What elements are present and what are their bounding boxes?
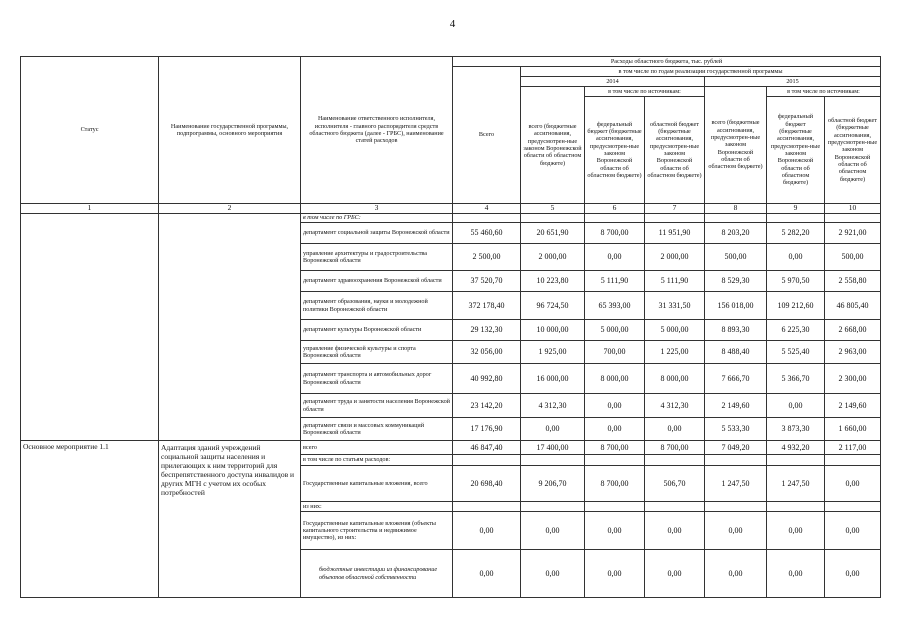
- value-cell: 0,00: [767, 550, 825, 598]
- value-cell: 4 932,20: [767, 441, 825, 455]
- value-cell: 31 331,50: [645, 292, 705, 320]
- value-cell: 0,00: [705, 550, 767, 598]
- row-label: департамент здравоохранения Воронежской области: [301, 271, 453, 292]
- value-cell: 1 925,00: [521, 341, 585, 364]
- value-cell: 8 700,00: [585, 441, 645, 455]
- value-cell: 65 393,00: [585, 292, 645, 320]
- value-cell: 5 282,20: [767, 223, 825, 244]
- value-cell: 109 212,60: [767, 292, 825, 320]
- value-cell: 32 056,00: [453, 341, 521, 364]
- value-cell: 9 206,70: [521, 466, 585, 502]
- value-cell: 2 149,60: [705, 394, 767, 418]
- value-cell: 8 700,00: [585, 223, 645, 244]
- value-cell: 0,00: [825, 550, 881, 598]
- value-cell: 8 700,00: [645, 441, 705, 455]
- row-label: департамент связи и массовых коммуникаций Воронежской области: [301, 418, 453, 441]
- value-cell: 372 178,40: [453, 292, 521, 320]
- value-cell: 8 488,40: [705, 341, 767, 364]
- row-label: всего: [301, 441, 453, 455]
- value-cell: 2 000,00: [521, 244, 585, 271]
- row-label: в том числе по статьям расходов:: [301, 455, 453, 466]
- value-cell: 0,00: [825, 466, 881, 502]
- row-label: бюджетные инвестиции из финансирование объектов областной собственности: [301, 550, 453, 598]
- value-cell: 2 300,00: [825, 364, 881, 394]
- value-cell: 0,00: [585, 244, 645, 271]
- header-total: Всего: [453, 67, 521, 204]
- header-by-years: в том числе по годам реализации государственной программы: [521, 67, 881, 77]
- value-cell: 2 149,60: [825, 394, 881, 418]
- value-cell: 5 000,00: [585, 320, 645, 341]
- value-cell: 37 520,70: [453, 271, 521, 292]
- row-label: Государственные капитальные вложения, всего: [301, 466, 453, 502]
- value-cell: 0,00: [585, 550, 645, 598]
- value-cell: 500,00: [825, 244, 881, 271]
- col-number: 1: [21, 204, 159, 214]
- value-cell: 506,70: [645, 466, 705, 502]
- value-cell: 0,00: [825, 512, 881, 550]
- row-label: департамент социальной защиты Воронежской области: [301, 223, 453, 244]
- budget-table: [20, 56, 881, 598]
- value-cell: 40 992,80: [453, 364, 521, 394]
- value-cell: 0,00: [585, 512, 645, 550]
- row-label: управление физической культуры и спорта Воронежской области: [301, 341, 453, 364]
- header-executor: Наименование ответственного исполнителя, исполнителя - главного распорядителя средств областного бюджета (далее - ГРБС), наименование статей расходов: [301, 57, 453, 204]
- value-cell: 11 951,90: [645, 223, 705, 244]
- value-cell: 2 000,00: [645, 244, 705, 271]
- header-regional-2015: областной бюджет (бюджетные ассигнования, предусмотрен-ные законом Воронежской области об областном бюджете): [825, 97, 881, 204]
- value-cell: 0,00: [453, 550, 521, 598]
- header-total-2015: всего (бюджетные ассигнования, предусмотрен-ные законом Воронежской области об областном бюджете): [705, 87, 767, 204]
- value-cell: 1 225,00: [645, 341, 705, 364]
- row-label: из них:: [301, 502, 453, 512]
- col-number: 4: [453, 204, 521, 214]
- value-cell: 2 558,80: [825, 271, 881, 292]
- value-cell: 5 970,50: [767, 271, 825, 292]
- row-label: департамент образования, науки и молодежной политики Воронежской области: [301, 292, 453, 320]
- value-cell: 0,00: [645, 418, 705, 441]
- header-total-2014: всего (бюджетные ассигнования, предусмотрен-ные законом Воронежской области об областном бюджете): [521, 87, 585, 204]
- row-label: управление архитектуры и градостроительства Воронежской области: [301, 244, 453, 271]
- value-cell: 5 525,40: [767, 341, 825, 364]
- value-cell: 0,00: [705, 512, 767, 550]
- value-cell: 8 893,30: [705, 320, 767, 341]
- value-cell: 1 660,00: [825, 418, 881, 441]
- value-cell: 0,00: [585, 418, 645, 441]
- value-cell: 5 111,90: [645, 271, 705, 292]
- value-cell: 10 223,80: [521, 271, 585, 292]
- value-cell: 46 805,40: [825, 292, 881, 320]
- row-label: департамент транспорта и автомобильных дорог Воронежской области: [301, 364, 453, 394]
- measure-status: Основное мероприятие 1.1: [21, 441, 159, 598]
- col-number: 7: [645, 204, 705, 214]
- row-label: департамент культуры Воронежской области: [301, 320, 453, 341]
- header-sources-2015: в том числе по источникам:: [767, 87, 881, 97]
- value-cell: 55 460,60: [453, 223, 521, 244]
- value-cell: 5 533,30: [705, 418, 767, 441]
- page-number: 4: [449, 18, 456, 30]
- value-cell: 20 698,40: [453, 466, 521, 502]
- header-year-2014: 2014: [521, 77, 705, 87]
- value-cell: 1 247,50: [767, 466, 825, 502]
- header-year-2015: 2015: [705, 77, 881, 87]
- value-cell: 10 000,00: [521, 320, 585, 341]
- header-status: Статус: [21, 57, 159, 204]
- value-cell: 700,00: [585, 341, 645, 364]
- value-cell: 20 651,90: [521, 223, 585, 244]
- value-cell: 17 400,00: [521, 441, 585, 455]
- value-cell: 0,00: [585, 394, 645, 418]
- value-cell: 3 873,30: [767, 418, 825, 441]
- value-cell: 6 225,30: [767, 320, 825, 341]
- value-cell: 8 203,20: [705, 223, 767, 244]
- value-cell: 0,00: [767, 394, 825, 418]
- value-cell: 156 018,00: [705, 292, 767, 320]
- value-cell: 5 111,90: [585, 271, 645, 292]
- value-cell: 0,00: [521, 512, 585, 550]
- value-cell: 29 132,30: [453, 320, 521, 341]
- value-cell: 1 247,50: [705, 466, 767, 502]
- table-row: [21, 441, 881, 455]
- value-cell: 8 529,30: [705, 271, 767, 292]
- value-cell: 46 847,40: [453, 441, 521, 455]
- header-program-name: Наименование государственной программы, подпрограммы, основного мероприятия: [159, 57, 301, 204]
- value-cell: 0,00: [645, 550, 705, 598]
- value-cell: 0,00: [767, 512, 825, 550]
- value-cell: 2 963,00: [825, 341, 881, 364]
- value-cell: 23 142,20: [453, 394, 521, 418]
- value-cell: 2 117,00: [825, 441, 881, 455]
- value-cell: 96 724,50: [521, 292, 585, 320]
- measure-name: Адаптация зданий учреждений социальной защиты населения и прилегающих к ним территорий для беспрепятственного доступа инвалидов и других МГН с учетом их особых потребностей: [159, 441, 301, 598]
- value-cell: 0,00: [521, 550, 585, 598]
- value-cell: 0,00: [767, 244, 825, 271]
- col-number: 5: [521, 204, 585, 214]
- value-cell: 4 312,30: [521, 394, 585, 418]
- value-cell: 7 666,70: [705, 364, 767, 394]
- header-sources-2014: в том числе по источникам:: [585, 87, 705, 97]
- row-label: Государственные капитальные вложения (объекты капитального строительства и недвижимое имущество), из них:: [301, 512, 453, 550]
- value-cell: 8 000,00: [585, 364, 645, 394]
- program-cell-empty: [159, 214, 301, 441]
- col-number: 10: [825, 204, 881, 214]
- row-label: департамент труда и занятости населения Воронежской области: [301, 394, 453, 418]
- value-cell: 8 700,00: [585, 466, 645, 502]
- col-number: 2: [159, 204, 301, 214]
- header-expenses: Расходы областного бюджета, тыс. рублей: [453, 57, 881, 67]
- value-cell: 8 000,00: [645, 364, 705, 394]
- col-number: 3: [301, 204, 453, 214]
- grbs-label: в том числе по ГРБС:: [301, 214, 453, 223]
- status-cell-empty: [21, 214, 159, 441]
- value-cell: 17 176,90: [453, 418, 521, 441]
- value-cell: 5 366,70: [767, 364, 825, 394]
- value-cell: 2 668,00: [825, 320, 881, 341]
- value-cell: 4 312,30: [645, 394, 705, 418]
- value-cell: 16 000,00: [521, 364, 585, 394]
- header-federal-2014: федеральный бюджет (бюджетные ассигнования, предусмотрен-ные законом Воронежской области об областном бюджете): [585, 97, 645, 204]
- value-cell: 0,00: [521, 418, 585, 441]
- value-cell: 2 921,00: [825, 223, 881, 244]
- value-cell: 0,00: [645, 512, 705, 550]
- col-number: 9: [767, 204, 825, 214]
- value-cell: 7 049,20: [705, 441, 767, 455]
- header-regional-2014: областной бюджет (бюджетные ассигнования, предусмотрен-ные законом Воронежской области об областном бюджете): [645, 97, 705, 204]
- value-cell: 0,00: [453, 512, 521, 550]
- value-cell: 2 500,00: [453, 244, 521, 271]
- col-number: 8: [705, 204, 767, 214]
- value-cell: 5 000,00: [645, 320, 705, 341]
- value-cell: 500,00: [705, 244, 767, 271]
- header-federal-2015: федеральный бюджет (бюджетные ассигнования, предусмотрен-ные законом Воронежской области об областном бюджете): [767, 97, 825, 204]
- col-number: 6: [585, 204, 645, 214]
